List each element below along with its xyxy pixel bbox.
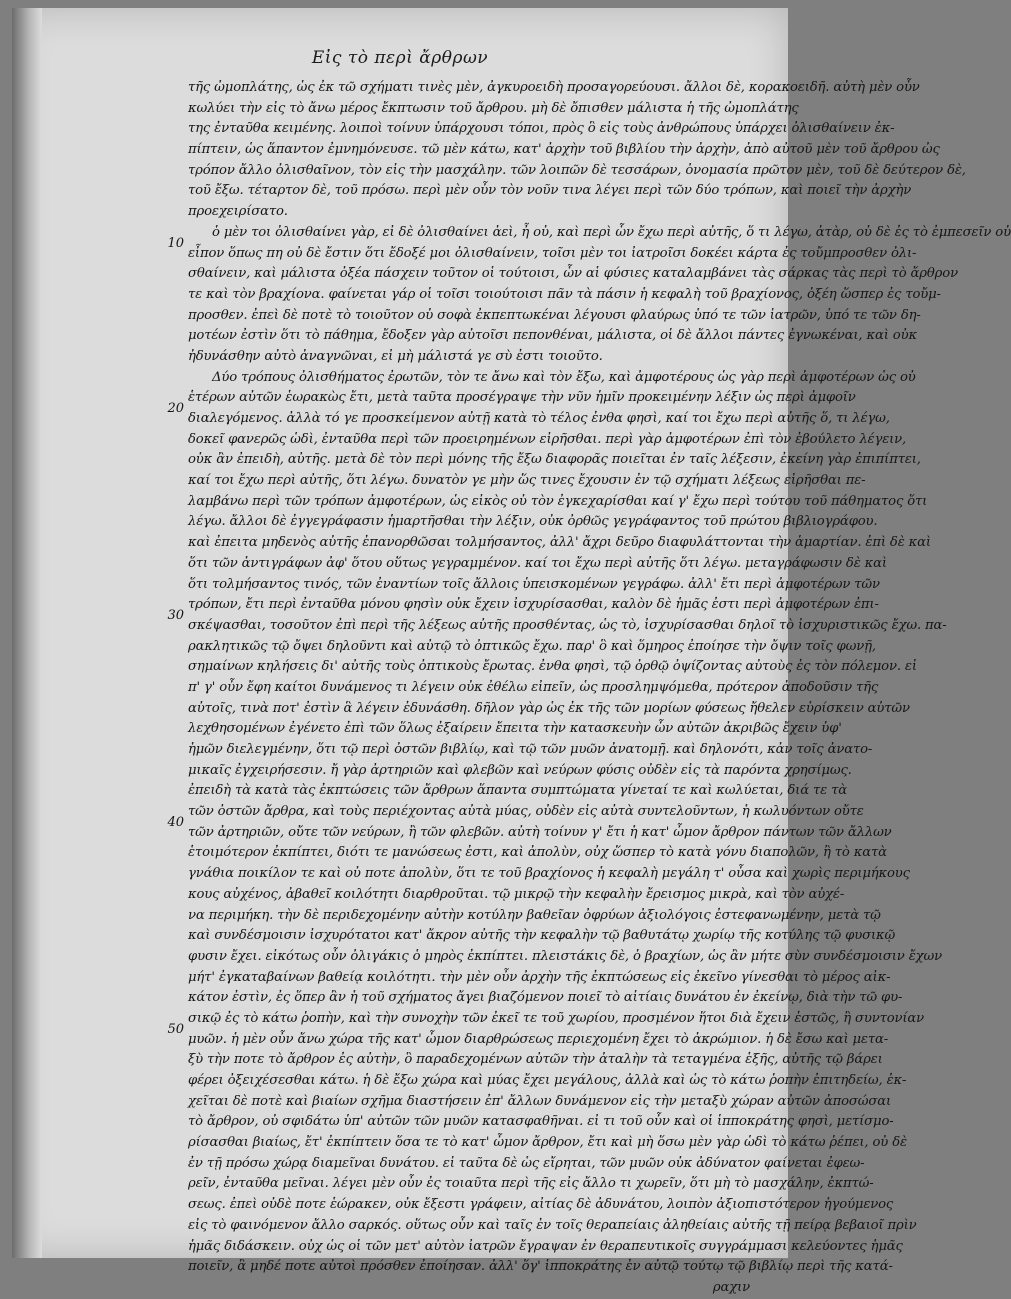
text-line: χεῖται δὲ ποτὲ καὶ βιαίων σχῆμα διαστήσειν ἐπ' ἄλλων δυνάμενον εἰς τὴν μεταξὺ χώραν αὐτῶν ἀποσώσαι bbox=[188, 1093, 891, 1109]
text-line: φυσιν ἔχει. εἰκότως οὖν ὀλιγάκις ὁ μηρὸς ἐκπίπτει. πλειστάκις δὲ, ὁ βραχίων, ὡς ἂν μήτε σὺν συνδέσμοισιν ἔχων bbox=[188, 948, 942, 964]
line-number: 10 bbox=[167, 236, 184, 251]
text-line: ἐν τῇ πρόσω χώρᾳ διαμεῖναι δυνάτου. εἰ ταῦτα δὲ ὡς εἴρηται, τῶν μυῶν οὐκ ἀδύνατον φαίνεται ἐφεω- bbox=[188, 1155, 865, 1171]
text-line: σεως. ἐπεὶ οὐδὲ ποτε ἑώρακεν, οὐκ ἔξεστι γράφειν, αἰτίας δὲ ἀδυνάτου, λοιπὸν ἀξιοπιστότερον ἡγούμενος bbox=[188, 1197, 894, 1213]
text-line: ρακλητικῶς τῷ ὄψει δηλοῦντι καὶ αὐτῷ τὸ ὀπτικῶς ἔχω. παρ' ὃ καὶ ὅμηρος ἐποίησε τὴν ὄψιν τοῖς φωνῇ, bbox=[188, 638, 876, 654]
text-line: κους αὐχένος, ἀβαθεῖ κοιλότητι διαρθροῦται. τῷ μικρῷ τὴν κεφαλὴν ἔρεισμος μικρὰ, καὶ τὸν αὐχέ- bbox=[188, 886, 845, 902]
book-page bbox=[12, 8, 1011, 1295]
running-header: Εἰς τὸ περὶ ἄρθρων bbox=[311, 48, 489, 68]
text-line: κάτον ἐστὶν, ἐς ὅπερ ἂν ἡ τοῦ σχήματος ἄγει βιαζόμενον ποιεῖ τὸ αἰτίαις δυνάτου ἐν ἐκείνῳ, διὰ τὴν τῶ φυ- bbox=[188, 990, 903, 1006]
text-line: λαμβάνω περὶ τῶν τρόπων ἀμφοτέρων, ὡς εἰκὸς οὐ τὸν ἐγκεχαρίσθαι καί γ' ἔχω περὶ τούτου τοῦ πάθηματος ὅτι bbox=[188, 493, 928, 509]
text-line: τρόπον ἄλλο ὀλισθαῖνον, τὸν εἰς τὴν μασχάλην. τῶν λοιπῶν δὲ τεσσάρων, ὀνομασία πρῶτον μὲν, τοῦ δὲ δεύτερον δὲ, bbox=[188, 162, 966, 178]
text-line: τῶν ἀρτηριῶν, οὔτε τῶν νεύρων, ἢ τῶν φλεβῶν. αὐτὴ τοίνυν γ' ἔτι ἡ κατ' ὦμον ἄρθρον πάντων τῶν ἄλλων bbox=[188, 824, 892, 840]
text-line: ρεῖν, ἐνταῦθα μεῖναι. λέγει μὲν οὖν ἐς τοιαῦτα περὶ τῆς εἰς ἄλλο τι χωρεῖν, ὅτι μὴ τὸ μασχάλην, ἐκπτώ- bbox=[188, 1176, 874, 1192]
text-line: σθαίνειν, καὶ μάλιστα ὀξέα πάσχειν τοῦτον οἱ τούτοισι, ὧν αἱ φύσιες καταλαμβάνει τὰς σάρκας τὰς περὶ τὸ ἄρθρον bbox=[188, 266, 958, 282]
text-line: ὁ μὲν τοι ὀλισθαίνει γὰρ, εἰ δὲ ὀλισθαίνει ἀεὶ, ἦ οὐ, καὶ περὶ ὧν ἔχω περὶ αὐτῆς, ὅ τι λέγω, ἀτὰρ, οὐ δὲ ἐς τὸ ἐμπεσεῖν οὐ bbox=[212, 224, 1011, 240]
text-line: προσθεν. ἐπεὶ δὲ ποτὲ τὸ τοιοῦτον οὐ σοφὰ ἐκπεπτωκέναι λέγουσι φλαύρως ὑπό τε τῶν ἰατρῶν, ὑπό τε τῶν δη- bbox=[188, 307, 921, 323]
text-line: μυῶν. ἡ μὲν οὖν ἄνω χώρα τῆς κατ' ὦμον διαρθρώσεως περιεχομένη ἔχει τὸ ἀκρώμιον. ἡ δὲ ἔσω καὶ μετα- bbox=[188, 1031, 889, 1047]
text-line: τῶν ὀστῶν ἄρθρα, καὶ τοὺς περιέχοντας αὐτὰ μύας, οὐδὲν εἰς αὐτὰ συντελοῦντων, ἡ κωλυόντων οὔτε bbox=[188, 804, 864, 820]
text-line: κωλύει τὴν εἰς τὸ ἄνω μέρος ἔκπτωσιν τοῦ ἄρθρου. μὴ δὲ ὄπισθεν μάλιστα ἡ τῆς ὠμοπλάτης bbox=[188, 100, 799, 116]
text-line: ἡμᾶς διδάσκειν. οὐχ ὡς οἱ τῶν μετ' αὐτὸν ἰατρῶν ἔγραψαν ἐν θεραπευτικοῖς συγγράμμασι κελεύοντες ἡμᾶς bbox=[188, 1238, 903, 1254]
text-line: μοτέων ἐστὶν ὅτι τὸ πάθημα, ἔδοξεν γὰρ αὐτοῖσι πεπονθέναι, μάλιστα, οἱ δὲ ἄλλοι πάντες ἐγνωκέναι, καὶ οὐκ bbox=[188, 328, 917, 344]
text-line: πίπτειν, ὡς ἅπαντον ἐμνημόνευσε. τῶ μὲν κάτω, κατ' ἀρχὴν τοῦ βιβλίου τὴν ἀρχὴν, ἀπὸ αὐτοῦ μὲν τοῦ ἄρθρου ὠς bbox=[188, 142, 940, 158]
text-line: τε καὶ τὸν βραχίονα. φαίνεται γάρ οἱ τοῖσι τοιούτοισι πᾶν τὰ πάσιν ἡ κεφαλὴ τοῦ βραχίονος, ὀξέη ὥσπερ ἐς τοὔμ- bbox=[188, 286, 941, 302]
text-line: οὐκ ἂν ἐπειδὴ, αὐτῆς. μετὰ δὲ τὸν περὶ μόνης τῆς ἔξω διαφορᾶς ποιεῖται ἐν ταῖς λέξεσιν, ἐκείνη γὰρ ἐπιπίπτει, bbox=[188, 452, 921, 468]
text-line: λέγω. ἄλλοι δὲ ἐγγεγράφασιν ἡμαρτῆσθαι τὴν λέξιν, οὐκ ὀρθῶς γεγράφαντος τοῦ πρώτου βιβλιογράφου. bbox=[188, 514, 878, 530]
text-line: Δύο τρόπους ὀλισθήματος ἐρωτῶν, τὸν τε ἄνω καὶ τὸν ἔξω, καὶ ἀμφοτέρους ὡς γὰρ περὶ ἀμφοτέρων ὡς οὐ bbox=[212, 369, 916, 385]
line-number: 30 bbox=[167, 608, 184, 623]
text-line: της ἐνταῦθα κειμένης. λοιποὶ τοίνυν ὑπάρχουσι τόποι, πρὸς ὃ εἰς τοὺς ἀνθρώπους ὑπάρχει ὀλισθαίνειν ἐκ- bbox=[188, 121, 895, 137]
text-line: ὅτι τολμήσαντος τινός, τῶν ἐναντίων τοῖς ἄλλοις ὑπεισκομένων γεγράφω. ἀλλ' ἔτι περὶ ἀμφοτέρων τῶν bbox=[188, 576, 880, 592]
text-line: ρίσασθαι βιαίως, ἔτ' ἐκπίπτειν ὅσα τε τὸ κατ' ὦμον ἄρθρον, ἔτι καὶ μὴ ὅσω μὲν γὰρ ὡδὶ τὸ κάτω ῥέπει, οὐ δὲ bbox=[188, 1135, 907, 1151]
text-line: δοκεῖ φανερῶς ὡδὶ, ἐνταῦθα περὶ τῶν προειρημένων εἰρῆσθαι. περὶ γὰρ ἀμφοτέρων ἐπὶ τὸν ἐβούλετο λέγειν, bbox=[188, 431, 907, 447]
text-line: ἐπειδὴ τὰ κατὰ τὰς ἐκπτώσεις τῶν ἄρθρων ἅπαντα συμπτώματα γίνεταί τε καὶ κωλύεται, διά τε τὰ bbox=[188, 783, 848, 799]
text-line: ραχιν bbox=[712, 1279, 750, 1295]
text-line: καὶ ἐπειτα μηδενὸς αὐτῆς ἐπανορθῶσαι τολμήσαντος, ἀλλ' ἄχρι δεῦρο διαφυλάττονται τὴν ἁμαρτίαν. ἐπὶ δὲ καὶ bbox=[188, 535, 931, 551]
line-number: 40 bbox=[167, 815, 184, 830]
text-line: ἠδυνάσθην αὐτὸ ἀναγνῶναι, εἰ μὴ μάλιστά γε σὺ ἐστι τοιοῦτο. bbox=[188, 348, 603, 364]
text-line: καί τοι ἔχω περὶ αὐτῆς, ὅτι λέγω. δυνατὸν γε μὴν ὥς τινες ἔχουσιν ἐν τῷ σχήματι λέξεως εἰρῆσθαι πε- bbox=[188, 473, 866, 489]
text-line: σημαίνων κηλήσεις δι' αὐτῆς τοὺς ὀπτικοὺς ἔρωτας. ἐνθα φησὶ, τῷ ὀρθῷ ὀψίζοντας αὐτοὺς ἐς τὸν πόλεμον. εἰ bbox=[188, 659, 917, 675]
text-line: μήτ' ἐγκαταβαίνων βαθείᾳ κοιλότητι. τὴν μὲν οὖν ἀρχὴν τῆς ἐκπτώσεως εἰς ἐκεῖνο γίνεσθαι τὸ μέρος αἰκ- bbox=[188, 969, 891, 985]
text-line: σκέψασθαι, τοσοῦτον ἐπὶ περὶ τῆς λέξεως αὐτῆς προσθέντας, ὡς τὸ, ἰσχυρίσασθαι δηλοῖ τὸ ἰσχυριστικῶς ἔχω. πα- bbox=[188, 617, 947, 633]
text-line: σικῷ ἐς τὸ κάτω ῥοπὴν, καὶ τὴν συνοχὴν τῶν ἐκεῖ τε τοῦ χωρίου, προσμένον ἥτοι διὰ ἔχειν ἑστῶς, ἢ συντονίαν bbox=[188, 1010, 925, 1026]
text-line: γνάθια ποικίλον τε καὶ οὐ ποτε ἀπολὺν, ὅτι τε τοῦ βραχίονος ἡ κεφαλὴ μεγάλη τ' οὖσα καὶ χωρὶς περιμήκους bbox=[188, 866, 910, 882]
text-body bbox=[188, 78, 1011, 1299]
page-binding-shadow bbox=[12, 8, 42, 1258]
text-line: ἡμῶν διελεγμένην, ὅτι τῷ περὶ ὀστῶν βιβλίῳ, καὶ τῷ τῶν μυῶν ἀνατομῇ. καὶ δηλονότι, κἀν τοῖς ἀνατο- bbox=[188, 742, 873, 757]
text-line: ἑτέρων αὐτῶν ἑωρακὼς ἔτι, μετὰ ταῦτα προσέγραψε τὴν νῦν ἡμῖν προκειμένην λέξιν ὡς περὶ ἀμφοῖν bbox=[188, 390, 856, 406]
line-number: 50 bbox=[167, 1022, 184, 1037]
text-line: καὶ συνδέσμοισιν ἰσχυρότατοι κατ' ἄκρον αὐτῆς τὴν κεφαλὴν τῷ βαθυτάτῳ χωρίῳ τῆς κοτύλης τῷ φυσικῷ bbox=[188, 928, 896, 944]
text-line: ξὺ τὴν ποτε τὸ ἄρθρον ἐς αὐτὴν, ὃ παραδεχομένων αὐτῶν τὴν ἀταλὴν τὰ τεταγμένα ἑξῆς, αὐτῆς τῷ βάρει bbox=[188, 1052, 883, 1068]
text-line: ὅτι τῶν ἀντιγράφων ἀφ' ὅτου οὕτως γεγραμμένον. καί τοι ἔχω περὶ αὐτῆς ὅτι λέγω. μεταγράφωσιν δὲ καὶ bbox=[188, 555, 887, 571]
text-line: αὐτοῖς, τινὰ ποτ' ἐστὶν ἃ λέγειν ἐδυνάσθη. δῆλον γὰρ ὡς ἐκ τῆς τῶν μορίων φύσεως ἤθελεν εὑρίσκειν αὐτῶν bbox=[188, 700, 910, 716]
text-line: εἶπον ὅπως πη οὐ δὲ ἔστιν ὅτι ἔδοξέ μοι ὀλισθαίνειν, τοῖσι μὲν τοι ἰατροῖσι δοκέει κάρτα ἐς τοὔμπροσθεν ὀλι- bbox=[188, 245, 917, 261]
text-line: ἑτοιμότερον ἐκπίπτει, διότι τε μανώσεως ἐστι, καὶ ἀπολὺν, οὐχ ὥσπερ τὸ κατὰ γόνυ διαπολῶν, ἢ τὸ κατὰ bbox=[188, 845, 887, 861]
text-line: φέρει ὀξειχέσεσθαι κάτω. ἡ δὲ ἔξω χώρα καὶ μύας ἔχει μεγάλους, ἀλλὰ καὶ ὡς τὸ κάτω ῥοπὴν ἐπιτηδείω, ἐκ- bbox=[188, 1073, 907, 1088]
text-line: προεχειρίσατο. bbox=[188, 204, 288, 220]
text-line: τὸ ἄρθρον, οὐ σφιδάτω ὑπ' αὐτῶν τῶν μυῶν κατασφαθῆναι. εἰ τι τοῦ οὖν καὶ οἱ ἱπποκράτης φησὶ, μετίσμο- bbox=[188, 1114, 894, 1130]
line-number: 20 bbox=[167, 401, 184, 416]
text-line: τῆς ὠμοπλάτης, ὡς ἐκ τῶ σχήματι τινὲς μὲν, ἀγκυροειδὴ προσαγορεύουσι. ἄλλοι δὲ, κορακοειδῆ. αὐτὴ μὲν οὖν bbox=[188, 80, 920, 95]
text-line: μικαῖς ἐγχειρήσεσιν. ἤ γὰρ ἀρτηριῶν καὶ φλεβῶν καὶ νεύρων φύσις οὐδὲν εἰς τὰ παρόντα χρησίμως. bbox=[188, 762, 852, 778]
text-line: π' γ' οὖν ἔφη καίτοι δυνάμενος τι λέγειν οὐκ ἐθέλω εἰπεῖν, ὡς προσλημψόμεθα, πρότερον ἀποδοῦσιν τῆς bbox=[188, 679, 879, 695]
text-line: ποιεῖν, ἃ μηδέ ποτε αὐτοὶ πρόσθεν ἐποίησαν. ἀλλ' ὅγ' ἱπποκράτης ἐν αὐτῷ τούτῳ τῷ βιβλίῳ περὶ τῆς κατά- bbox=[188, 1259, 893, 1275]
text-line: εἰς τὸ φαινόμενον ἄλλο σαρκός. οὕτως οὖν καὶ ταῖς ἐν τοῖς θεραπείαις ἀληθείαις αὐτῆς τῇ πείρᾳ βεβαιοῖ πρὶν bbox=[188, 1217, 917, 1233]
text-line: τρόπων, ἔτι περὶ ἐνταῦθα μόνου φησὶν οὐκ ἔχειν ἰσχυρίσασθαι, καλὸν δὲ ἡμᾶς ἐστι περὶ ἀμφοτέρων ἐπι- bbox=[188, 597, 879, 613]
text-line: τοῦ ἔξω. τέταρτον δὲ, τοῦ πρόσω. περὶ μὲν οὖν τὸν νοῦν τινα λέγει περὶ τῶν δύο τρόπων, καὶ ποιεῖ τὴν ἀρχὴν bbox=[188, 183, 912, 199]
text-line: διαλεγόμενος. ἀλλὰ τό γε προσκείμενον αὐτῇ κατὰ τὸ τέλος ἐνθα φησὶ, καί τοι ἔχω περὶ αὐτῆς ὅ, τι λέγω, bbox=[188, 411, 890, 426]
text-line: λεχθησομένων ἐγένετο ἐπὶ τῶν ὅλως ἐξαίρειν ἔπειτα τὴν κατασκευὴν ὧν αὐτῶν ἀκριβῶς ἔχειν ὑφ' bbox=[188, 721, 842, 737]
text-line: να περιμήκη. τὴν δὲ περιδεχομένην αὐτὴν κοτύλην βαθεῖαν ὀφρύων ἀξιολόγοις ἐστεφανωμένην, μετὰ τῷ bbox=[188, 907, 881, 923]
